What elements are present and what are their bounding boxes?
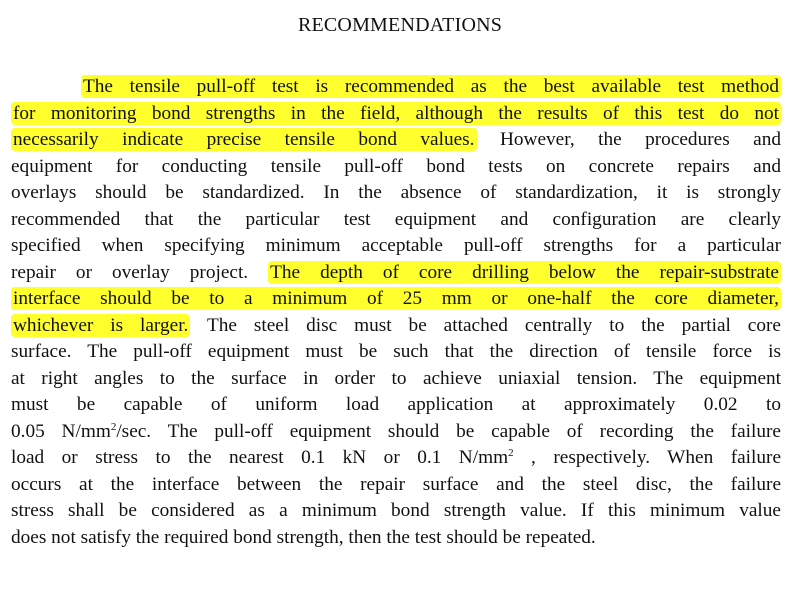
line-text: The steel disc must be attached centrally to the partial core <box>190 314 781 336</box>
text-line <box>11 419 781 446</box>
highlighted-text: The tensile pull-off test is recommended as the best available test method <box>83 76 779 97</box>
text-line <box>11 392 781 419</box>
line-text: recommended that the particular test equipment and configuration are clearly <box>11 208 781 230</box>
text-line <box>11 74 781 101</box>
text-line <box>11 101 781 128</box>
section-heading: RECOMMENDATIONS <box>297 14 503 36</box>
superscript: 2 <box>110 420 117 433</box>
text-line <box>11 127 781 154</box>
line-text: overlays should be standardized. In the absence of standardization, it is strongly <box>11 182 781 203</box>
highlighted-text: interface should be to a minimum of 25 mm or one-half the core diameter, <box>13 288 779 309</box>
text-line <box>11 207 781 234</box>
highlighted-text: necessarily indicate precise tensile bond values. <box>13 129 475 150</box>
text-line <box>11 366 781 393</box>
line-text: specified when specifying minimum acceptable pull-off strengths for a particular <box>11 235 781 256</box>
highlighted-text: whichever is larger. <box>13 314 189 336</box>
text-line <box>11 233 781 260</box>
line-text: must be capable of uniform load application at approximately 0.02 to <box>11 394 781 415</box>
line-text: , respectively. When failure <box>513 447 782 468</box>
line-text: does not satisfy the required bond strength, then the test should be repeated. <box>11 526 596 548</box>
line-text: occurs at the interface between the repair surface and the steel disc, the failure <box>11 473 781 495</box>
line-text: at right angles to the surface in order to achieve uniaxial tension. The equipment <box>11 367 781 389</box>
text-line <box>11 286 781 313</box>
text-line <box>11 260 781 287</box>
text-line <box>11 339 781 366</box>
text-line <box>11 525 781 552</box>
highlighted-text: The depth of core drilling below the repair-substrate <box>270 261 779 283</box>
text-line <box>11 154 781 181</box>
line-text: /sec. The pull-off equipment should be capable of recording the failure <box>116 420 781 442</box>
text-line <box>11 472 781 499</box>
superscript: 2 <box>508 447 514 459</box>
line-text: repair or overlay project. <box>11 261 269 283</box>
line-text: However, the procedures and <box>476 129 781 150</box>
text-line <box>11 445 781 472</box>
line-text: load or stress to the nearest 0.1 kN or 0.1 N/mm <box>11 447 509 468</box>
line-text: 0.05 N/mm <box>11 420 111 442</box>
text-line <box>11 180 781 207</box>
text-line <box>11 498 781 525</box>
line-text: stress shall be considered as a minimum bond strength value. If this minimum value <box>11 500 781 521</box>
recommendations-paragraph <box>11 74 781 551</box>
line-text: equipment for conducting tensile pull-off bond tests on concrete repairs and <box>11 155 781 177</box>
line-text: surface. The pull-off equipment must be such that the direction of tensile force is <box>11 341 781 362</box>
highlighted-text: for monitoring bond strengths in the field, although the results of this test do not <box>13 102 779 124</box>
text-line <box>11 313 781 340</box>
